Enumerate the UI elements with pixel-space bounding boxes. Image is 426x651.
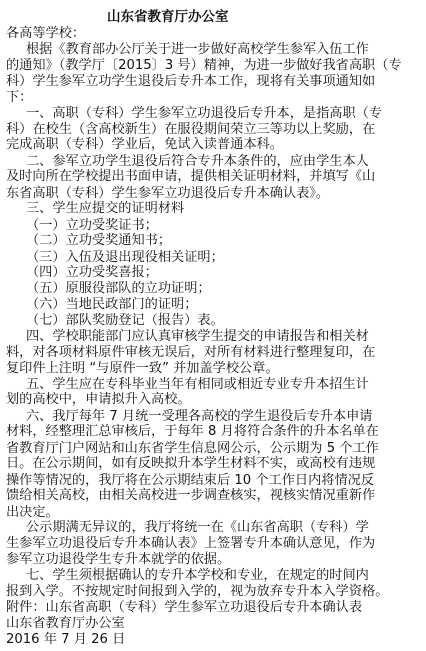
body-line: 一、高职（专科）学生参军立功退役后专升本，是指高职（专 [26, 105, 383, 121]
body-line: 完成高职（专科）学业后，免试入读普通本科。 [6, 137, 283, 153]
body-line: 参军立功退役学生专升本就学的依据。 [6, 551, 231, 567]
salutation: 各高等学校： [6, 26, 86, 42]
body-line: 六、我厅每年 7 月统一受理各高校的学生退役后专升本申请 [26, 408, 373, 424]
body-line: 科）学生参军立功学生退役后专升本工作，现将有关事项通知如 [6, 73, 376, 89]
body-line: 二、参军立功学生退役后符合专升本条件的，应由学生本人 [26, 153, 369, 169]
body-line: 的通知》（教学厅〔2015〕3 号）精神，为进一步做好我省高职（专 [6, 58, 402, 74]
body-line: 省教育厅门户网站和山东省学生信息网公示，公示期为 5 个工作 [6, 440, 379, 456]
list-item: （六）当地民政部门的证明； [26, 296, 198, 312]
body-line: 及时向所在学校提出书面申请，提供相关证明材料，并填写《山 [6, 169, 376, 185]
date: 2016 年 7 月 26 日 [6, 632, 126, 647]
body-line: 材料，经整理汇总审核后，于每年 8 月将符合条件的升本名单在 [6, 424, 379, 440]
list-item: （五）原服役部队的立功证明； [26, 281, 211, 297]
list-item: （一）立功受奖证书； [26, 217, 158, 233]
body-line: 公示期满无异议的，我厅将统一在《山东省高职（专科）学 [26, 519, 369, 535]
signature: 山东省教育厅办公室 [6, 615, 125, 631]
body-line: 报到入学。不按规定时间报到入学的，视为放弃专升本入学资格。 [6, 583, 389, 599]
body-line: 生参军立功退役后专升本确认表》上签署专升本确认意见，作为 [6, 536, 376, 552]
document-title: 山东省教育厅办公室 [107, 9, 229, 25]
list-item: （四）立功受奖喜报； [26, 264, 158, 280]
body-line: 七、学生须根据确认的专升本学校和专业，在规定的时间内 [26, 568, 369, 584]
list-item: （七）部队奖励登记（报告）表。 [26, 313, 224, 329]
body-line: 划的高校中，申请拟升入高校。 [6, 392, 191, 408]
list-item: （三）入伍及退出现役相关证明； [26, 249, 224, 265]
body-line: 五、学生应在专科毕业当年有相同或相近专业专升本招生计 [26, 377, 369, 392]
body-line: 下： [6, 90, 33, 106]
attachment-line: 附件：山东省高职（专科）学生参军立功退役后专升本确认表 [6, 600, 363, 616]
body-line: 出决定。 [6, 504, 59, 520]
body-line: 根据《教育部办公厅关于进一步做好高校学生参军入伍工作 [26, 41, 369, 57]
list-item: （二）立功受奖通知书； [26, 233, 172, 249]
body-line: 料，对各项材料原件审核无误后，对所有材料进行整理复印，在 [6, 345, 376, 361]
section-heading: 三、学生应提交的证明材料 [26, 201, 185, 217]
body-line: 馈给相关高校，由相关高校进一步调查核实，视核实情况重新作 [6, 488, 376, 504]
body-line: 东省高职（专科）学生参军立功退役后专升本确认表》。 [6, 185, 330, 201]
body-line: 复印件上注明 “与原件一致” 并加盖学校公章。 [6, 360, 279, 376]
body-line: 四、学校职能部门应认真审核学生提交的申请报告和相关材 [26, 328, 369, 344]
body-line: 操作等情况的，我厅将在公示期结束后 10 个工作日内将情况反 [6, 472, 375, 488]
body-line: 日。在公示期间，如有反映拟升本学生材料不实，或高校有违规 [6, 456, 376, 472]
body-line: 科）在校生（含高校新生）在服役期间荣立三等功以上奖励，在 [6, 122, 376, 137]
